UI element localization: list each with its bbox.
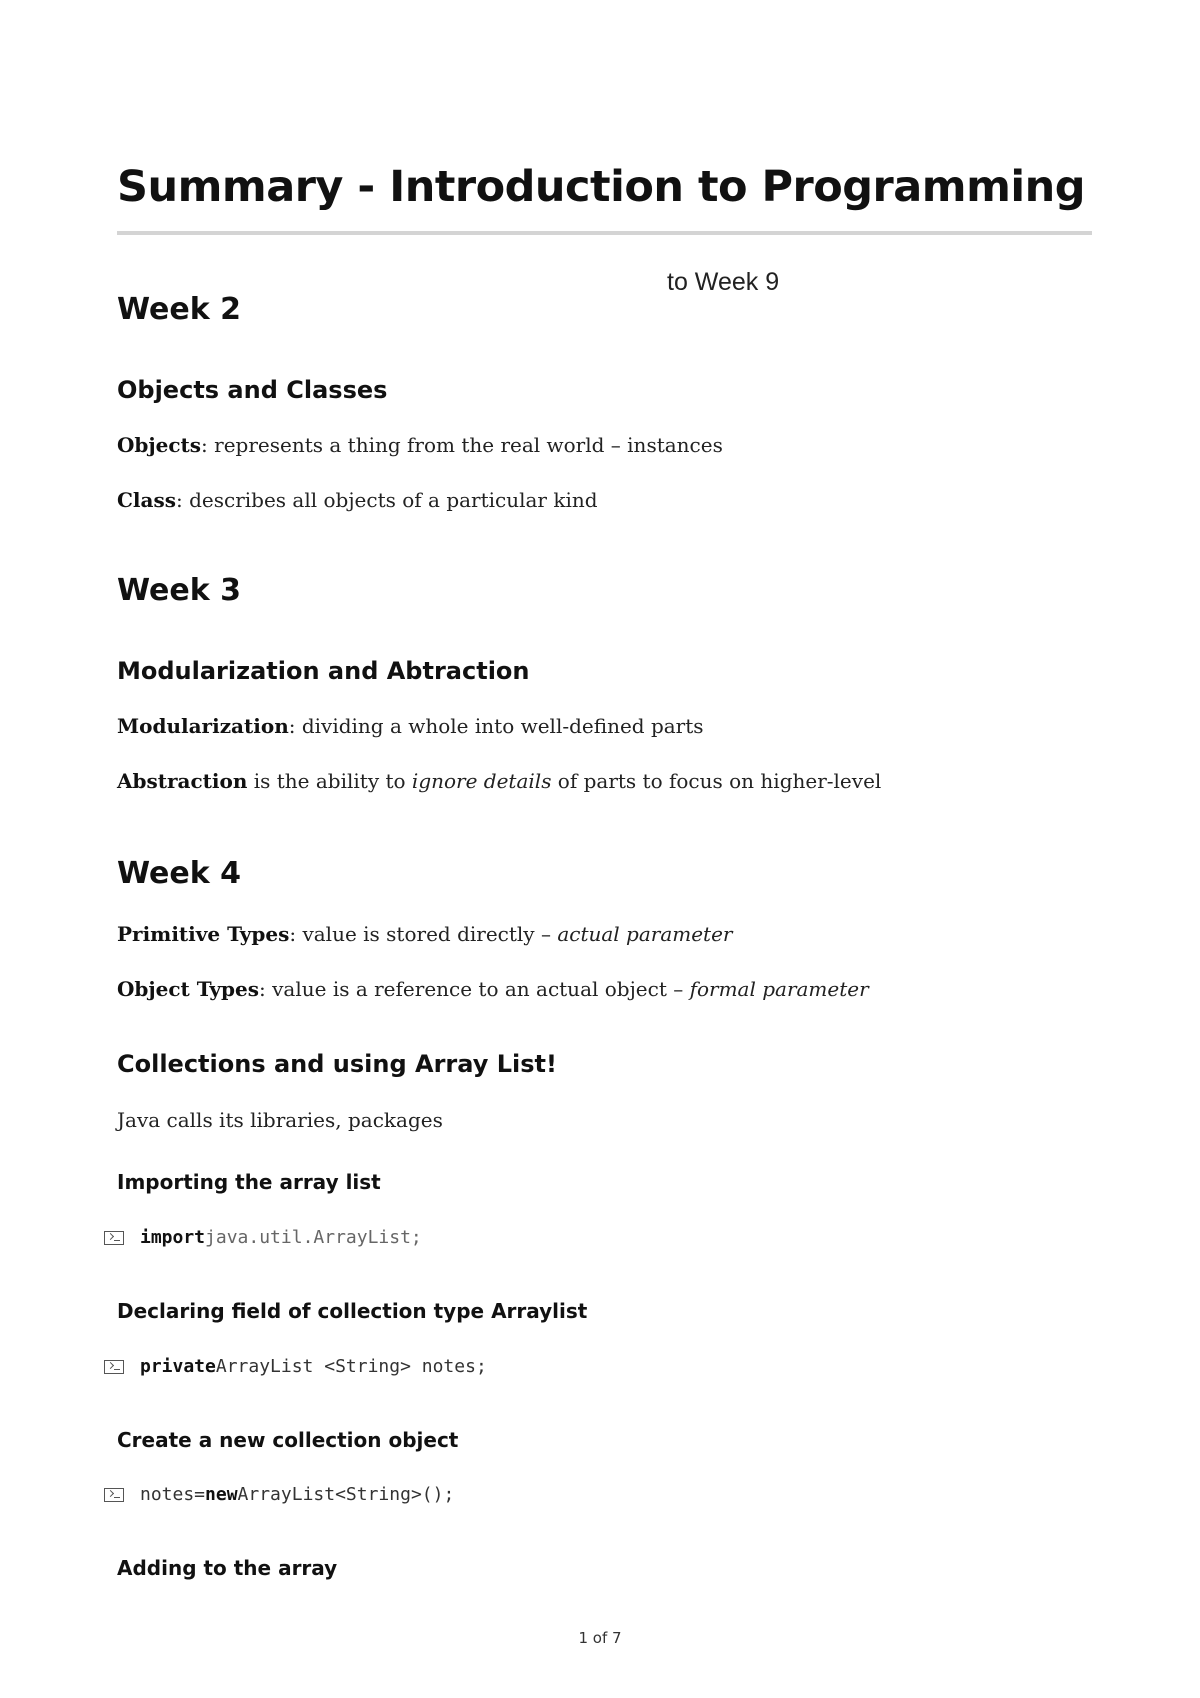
modularization-heading: Modularization and Abtraction: [117, 657, 530, 685]
create-code-pre: notes=: [140, 1484, 206, 1505]
objects-definition: [117, 433, 723, 457]
primitive-types-definition: [117, 922, 732, 946]
new-keyword: new: [205, 1484, 238, 1505]
week3-heading: Week 3: [117, 573, 241, 608]
class-def-text: : describes all objects of a particular kind: [176, 488, 598, 512]
object-types-def-text: : value is a reference to an actual object –: [259, 977, 690, 1001]
modularization-term: Modularization: [117, 714, 289, 738]
terminal-icon: [104, 1231, 124, 1245]
overlay-note: to Week 9: [667, 268, 780, 296]
declare-code-text: ArrayList <String> notes;: [215, 1356, 487, 1377]
primitive-types-emphasis: actual parameter: [557, 922, 733, 946]
abstraction-pre-text: is the ability to: [247, 769, 412, 793]
import-code-line: [104, 1227, 422, 1248]
page-indicator: 1 of 7: [578, 1629, 622, 1647]
class-term: Class: [117, 488, 176, 512]
abstraction-emphasis: ignore details: [411, 769, 552, 793]
objects-def-text: : represents a thing from the real world – instances: [201, 433, 723, 457]
modularization-definition: [117, 714, 704, 738]
week2-heading: Week 2: [117, 292, 241, 327]
collections-heading: Collections and using Array List!: [117, 1050, 557, 1078]
declare-code-line: [104, 1356, 487, 1377]
primitive-types-def-text: : value is stored directly –: [289, 922, 558, 946]
objects-classes-heading: Objects and Classes: [117, 376, 388, 404]
object-types-term: Object Types: [117, 977, 260, 1001]
terminal-icon: [104, 1488, 124, 1502]
private-keyword: private: [140, 1356, 216, 1377]
title-divider: [117, 231, 1092, 235]
modularization-def-text: : dividing a whole into well-defined parts: [288, 714, 704, 738]
object-types-emphasis: formal parameter: [689, 977, 869, 1001]
import-code-text: java.util.ArrayList;: [205, 1227, 422, 1248]
create-code-post: ArrayList<String>();: [237, 1484, 455, 1505]
primitive-types-term: Primitive Types: [117, 922, 290, 946]
week4-heading: Week 4: [117, 856, 241, 891]
terminal-icon: [104, 1360, 124, 1374]
import-heading: Importing the array list: [117, 1170, 381, 1194]
abstraction-post-text: of parts to focus on higher-level: [551, 769, 882, 793]
object-types-definition: [117, 977, 869, 1001]
import-keyword: import: [140, 1227, 206, 1248]
collections-text: Java calls its libraries, packages: [117, 1108, 443, 1132]
create-heading: Create a new collection object: [117, 1428, 459, 1452]
declare-heading: Declaring field of collection type Arraylist: [117, 1299, 588, 1323]
class-definition: [117, 488, 598, 512]
objects-term: Objects: [117, 433, 202, 457]
create-code-line: [104, 1484, 454, 1505]
abstraction-term: Abstraction: [117, 769, 248, 793]
abstraction-definition: [117, 769, 881, 793]
document-title: Summary - Introduction to Programming: [117, 162, 1086, 212]
adding-heading: Adding to the array: [117, 1556, 338, 1580]
